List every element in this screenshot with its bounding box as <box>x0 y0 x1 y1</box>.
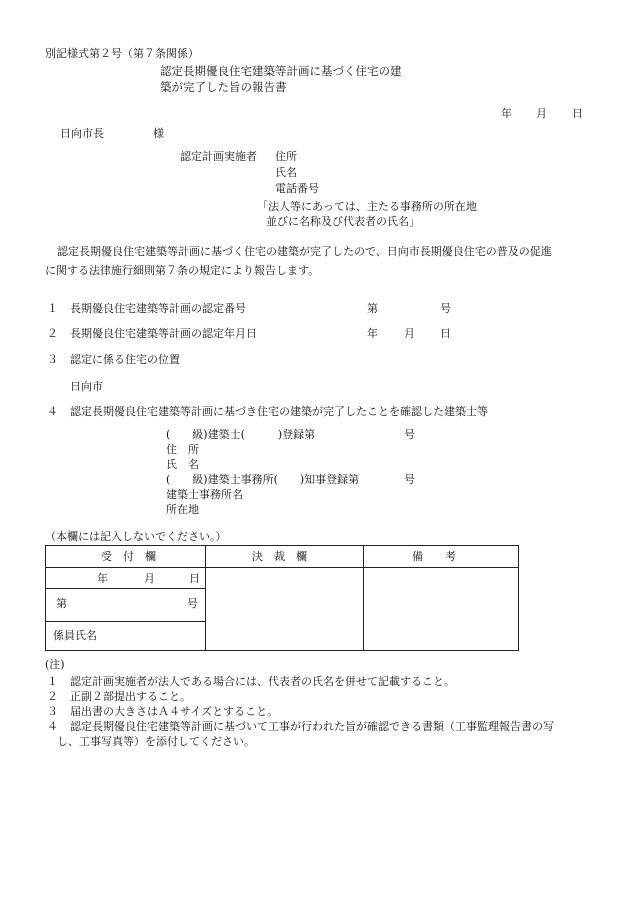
cert-date-month: 月 <box>404 327 415 340</box>
note-text: 認定長期優良住宅建築等計画に基づいて工事が行われた旨が確認できる書類（工事監理報告書の写 <box>70 720 554 733</box>
table-header-rule <box>46 567 518 568</box>
date-year-label: 年 <box>501 107 512 120</box>
architect-registration: ( 級)建築士( )登録第 <box>166 428 316 441</box>
cert-number-suffix: 号 <box>440 302 451 315</box>
office-location-label: 所在地 <box>166 503 199 516</box>
item-number: １ <box>47 302 58 315</box>
item-label: 認定長期優良住宅建築等計画に基づき住宅の建築が完了したことを確認した建築士等 <box>70 405 488 418</box>
office-name-label: 建築士事務所名 <box>166 488 243 501</box>
table-divider <box>363 546 364 650</box>
note-text-continuation: し、工事写真等）を添付してください。 <box>57 735 255 748</box>
body-text-line2: に関する法律施行細則第７条の規定により報告します。 <box>45 264 320 277</box>
item-label: 長期優良住宅建築等計画の認定年月日 <box>70 327 257 340</box>
item-number: ２ <box>47 327 58 340</box>
reception-number-prefix: 第 <box>56 597 67 610</box>
table-row-rule <box>46 621 205 622</box>
applicant-name-label: 氏名 <box>275 166 297 179</box>
applicant-role: 認定計画実施者 <box>180 150 257 163</box>
office-registration-suffix: 号 <box>404 473 415 486</box>
reception-day-label: 日 <box>189 572 200 585</box>
date-month-label: 月 <box>536 107 547 120</box>
note-number: ３ <box>47 705 58 718</box>
table-divider <box>205 546 206 650</box>
notes-heading: (注) <box>45 658 65 671</box>
cert-date-year: 年 <box>367 327 378 340</box>
note-text: 認定計画実施者が法人である場合には、代表者の氏名を併せて記載すること。 <box>70 675 455 688</box>
reception-month-label: 月 <box>144 572 155 585</box>
body-text-line1: 認定長期優良住宅建築等計画に基づく住宅の建築が完了したので、日向市長期優良住宅の普及の促進 <box>57 245 552 258</box>
date-day-label: 日 <box>572 107 583 120</box>
reception-number-suffix: 号 <box>187 597 198 610</box>
item-number: ３ <box>47 353 58 366</box>
note-number: ２ <box>47 690 58 703</box>
table-row-rule <box>46 588 205 589</box>
staff-name-label: 係員氏名 <box>53 629 97 642</box>
document-title-line1: 認定長期優良住宅建築等計画に基づく住宅の建 <box>160 64 402 78</box>
reception-year-label: 年 <box>97 572 108 585</box>
architect-address-label: 住 所 <box>166 443 199 456</box>
office-use-note: （本欄には記入しないでください。） <box>45 530 227 543</box>
house-location-value: 日向市 <box>70 380 103 393</box>
office-registration: ( 級)建築士事務所( )知事登録第 <box>166 473 360 486</box>
reception-column-header: 受 付 欄 <box>101 550 156 563</box>
approval-column-header: 決 裁 欄 <box>252 550 307 563</box>
addressee-name: 日向市長 <box>60 127 104 140</box>
cert-number-prefix: 第 <box>367 302 378 315</box>
form-number: 別記様式第２号（第７条関係） <box>45 47 199 60</box>
item-number: ４ <box>47 405 58 418</box>
applicant-note-line1: 「法人等にあっては、主たる事務所の所在地 <box>257 200 477 213</box>
note-number: １ <box>47 675 58 688</box>
item-label: 長期優良住宅建築等計画の認定番号 <box>70 302 246 315</box>
architect-name-label: 氏 名 <box>166 458 199 471</box>
remarks-column-header: 備 考 <box>412 550 456 563</box>
applicant-note-line2: 並びに名称及び代表者の氏名」 <box>266 215 420 228</box>
note-number: ４ <box>47 720 58 733</box>
cert-date-day: 日 <box>440 327 451 340</box>
note-text: 届出書の大きさはＡ４サイズとすること。 <box>70 705 279 718</box>
note-text: 正副２部提出すること。 <box>70 690 191 703</box>
architect-registration-suffix: 号 <box>404 428 415 441</box>
office-use-table <box>45 545 519 651</box>
applicant-address-label: 住所 <box>275 150 297 163</box>
applicant-phone-label: 電話番号 <box>275 182 319 195</box>
document-title-line2: 築が完了した旨の報告書 <box>160 80 287 94</box>
item-label: 認定に係る住宅の位置 <box>70 353 180 366</box>
addressee-honorific: 様 <box>153 127 164 140</box>
